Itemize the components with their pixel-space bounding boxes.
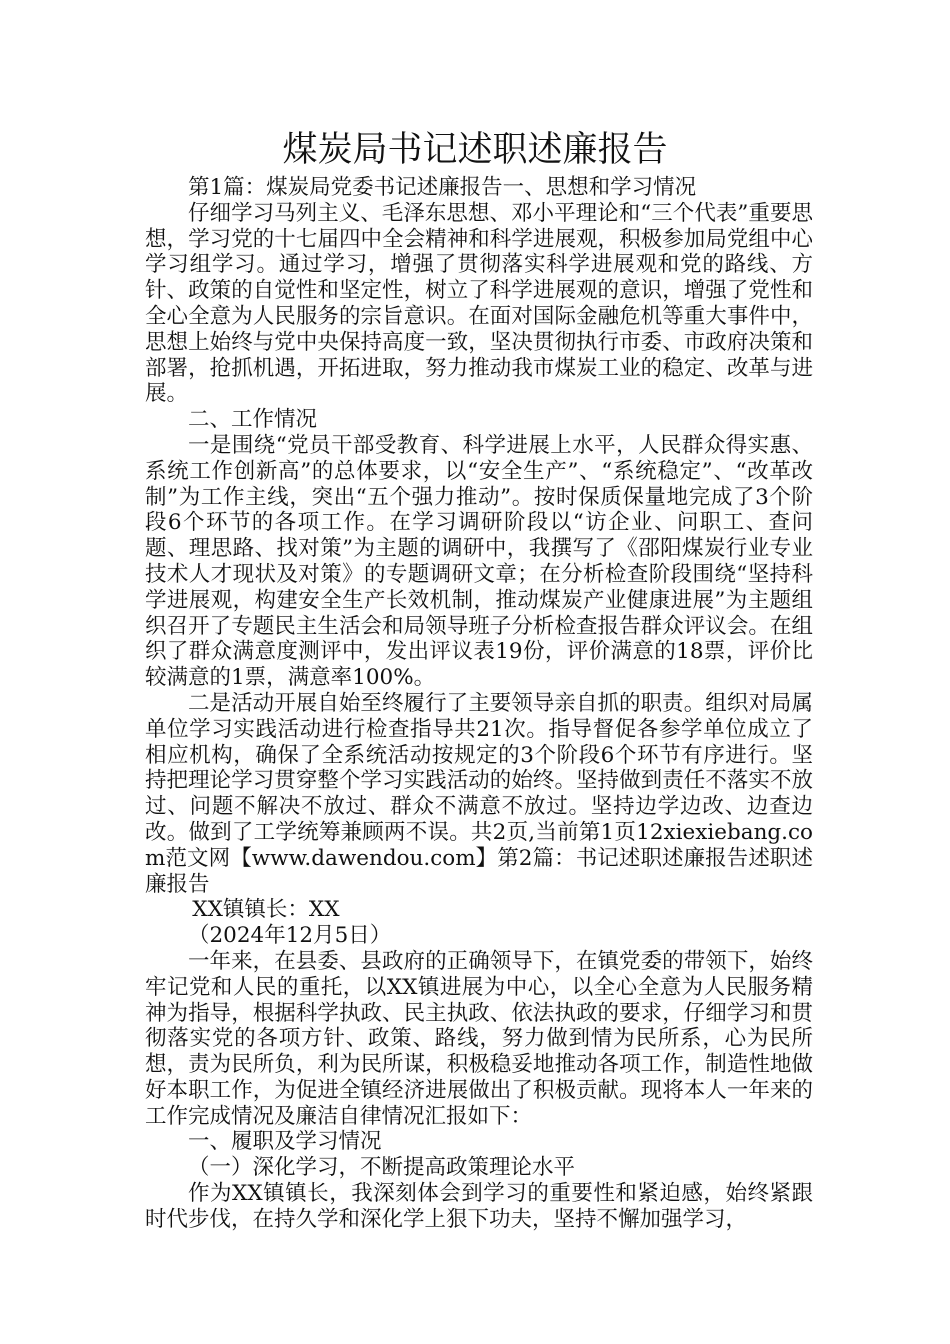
paragraph-study-detail: 作为XX镇镇长，我深刻体会到学习的重要性和紧迫感，始终紧跟时代步伐，在持久学和深化学上狠下功夫，坚持不懈加强学习， [145, 1181, 813, 1232]
section-heading-work: 二、工作情况 [188, 407, 318, 433]
paragraph-work-one: 一是围绕“党员干部受教育、科学进展上水平，人民群众得实惠、系统工作创新高”的总体要求，以“安全生产”、“系统稳定”、“改革改制”为工作主线，突出“五个强力推动”。按时保质保量地完成了3个阶段6个环节的各项工作。在学习调研阶段以“访企业、问职工、查问题、理思路、找对策”为主题的调研中，我撰写了《邵阳煤炭行业专业技术人才现状及对策》的专题调研文章；在分析检查阶段围绕“坚持科学进展观，构建安全生产长效机制，推动煤炭产业健康进展”为主题组织召开了专题民主生活会和局领导班子分析检查报告群众评议会。在组织了群众满意度测评中，发出评议表19份，评价满意的18票，评价比较满意的1票，满意率100%。 [145, 432, 814, 691]
section-heading-duty: 一、履职及学习情况 [188, 1129, 382, 1155]
document-title: 煤炭局书记述职述廉报告 [282, 130, 668, 170]
chapter-heading: 第1篇：煤炭局党委书记述廉报告一、思想和学习情况 [188, 175, 697, 200]
document-body [145, 175, 813, 1233]
paragraph-intro-year: 一年来，在县委、县政府的正确领导下，在镇党委的带领下，始终牢记党和人民的重托，以XX镇进展为中心，以全心全意为人民服务精神为指导，根据科学执政、民主执政、依法执政的要求，仔细学习和贯彻落实党的各项方针、政策、路线，努力做到情为民所系，心为民所想，责为民所负，利为民所谋，积极稳妥地推动各项工作，制造性地做好本职工作，为促进全镇经济进展做出了积极贡献。现将本人一年来的工作完成情况及廉洁自律情况汇报如下： [145, 948, 813, 1129]
paragraph-thought-study: 仔细学习马列主义、毛泽东思想、邓小平理论和“三个代表”重要思想，学习党的十七届四中全会精神和科学进展观，积极参加局党组中心学习组学习。通过学习，增强了贯彻落实科学进展观和党的路线、方针、政策的自觉性和坚定性，树立了科学进展观的意识，增强了党性和全心全意为人民服务的宗旨意识。在面对国际金融危机等重大事件中，思想上始终与党中央保持高度一致，坚决贯彻执行市委、市政府决策和部署，抢抓机遇，开拓进取，努力推动我市煤炭工业的稳定、改革与进展。 [145, 200, 813, 407]
date-line: （2024年12月5日） [188, 923, 392, 949]
paragraph-work-two: 二是活动开展自始至终履行了主要领导亲自抓的职责。组织对局属单位学习实践活动进行检查指导共21次。指导督促各参学单位成立了相应机构，确保了全系统活动按规定的3个阶段6个环节有序进行。坚持把理论学习贯穿整个学习实践活动的始终。坚持做到责任不落实不放过、问题不解决不放过、群众不满意不放过。坚持边学边改、边查边改。做到了工学统筹兼顾两不误。共2页,当前第1页12xiexiebang.com范文网【www.dawendou.com】第2篇：书记述职述廉报告述职述廉报告 [145, 690, 813, 897]
subsection-heading-study: （一）深化学习，不断提高政策理论水平 [188, 1155, 576, 1181]
author-line: XX镇镇长：XX [192, 897, 340, 923]
